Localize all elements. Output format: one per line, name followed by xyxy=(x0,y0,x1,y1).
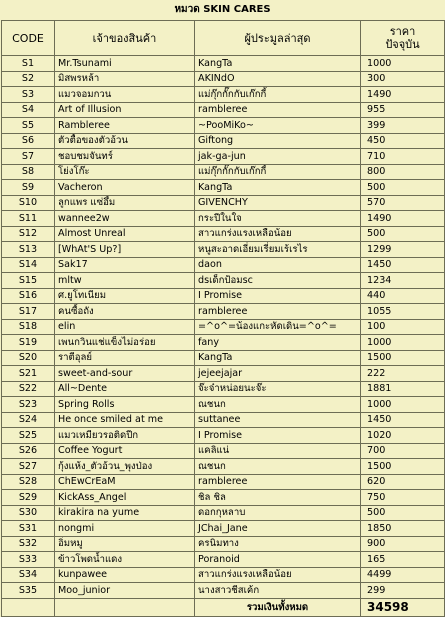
table-row xyxy=(2,195,445,211)
row-owner: คนซื้อถัง xyxy=(55,304,195,320)
row-price: 710 xyxy=(361,149,445,165)
row-bidder: ดอกกุหลาบ xyxy=(195,505,361,521)
row-price: 440 xyxy=(361,288,445,304)
row-code: S2 xyxy=(2,71,55,87)
row-code: S20 xyxy=(2,350,55,366)
row-price: 800 xyxy=(361,164,445,180)
table-row xyxy=(2,180,445,196)
row-code: S18 xyxy=(2,319,55,335)
row-price: 900 xyxy=(361,536,445,552)
row-price: 1055 xyxy=(361,304,445,320)
row-owner: ChEwCrEaM xyxy=(55,474,195,490)
table-row xyxy=(2,257,445,273)
row-bidder: แคลิแน่ xyxy=(195,443,361,459)
row-code: S31 xyxy=(2,521,55,537)
row-bidder: KangTa xyxy=(195,180,361,196)
row-owner: Art of Illusion xyxy=(55,102,195,118)
table-row xyxy=(2,226,445,242)
table-row xyxy=(2,164,445,180)
row-price: 1234 xyxy=(361,273,445,289)
table-row xyxy=(2,366,445,382)
row-code: S14 xyxy=(2,257,55,273)
row-owner: ศ.ยูโทเนียม xyxy=(55,288,195,304)
row-owner: mltw xyxy=(55,273,195,289)
row-code: S21 xyxy=(2,366,55,382)
table-row xyxy=(2,133,445,149)
table-row xyxy=(2,149,445,165)
table-row xyxy=(2,288,445,304)
table-row xyxy=(2,118,445,134)
row-owner: ข้าวโพดน้ำแดง xyxy=(55,552,195,568)
row-bidder: KangTa xyxy=(195,350,361,366)
row-code: S15 xyxy=(2,273,55,289)
table-row xyxy=(2,87,445,103)
table-row xyxy=(2,56,445,72)
row-bidder: ชิล ชิล xyxy=(195,490,361,506)
row-owner: kirakira na yume xyxy=(55,505,195,521)
row-owner: แมวเหมียวรอติดปีก xyxy=(55,428,195,444)
table-row xyxy=(2,490,445,506)
row-bidder: ครนิมทาง xyxy=(195,536,361,552)
table-row xyxy=(2,567,445,583)
row-bidder: Giftong xyxy=(195,133,361,149)
row-price: 299 xyxy=(361,583,445,599)
row-owner: แมวจอมกวน xyxy=(55,87,195,103)
table-row xyxy=(2,350,445,366)
row-bidder: KangTa xyxy=(195,56,361,72)
row-bidder: นางสาวชีสเค้ก xyxy=(195,583,361,599)
header-bidder: ผู้ประมูลล่าสุด xyxy=(195,21,361,56)
row-bidder: I Promise xyxy=(195,428,361,444)
table-row xyxy=(2,273,445,289)
table-row xyxy=(2,474,445,490)
row-code: S35 xyxy=(2,583,55,599)
row-price: 1881 xyxy=(361,381,445,397)
total-blank-1 xyxy=(2,598,55,616)
header-row xyxy=(2,21,445,56)
row-owner: Rambleree xyxy=(55,118,195,134)
row-code: S33 xyxy=(2,552,55,568)
row-price: 1500 xyxy=(361,459,445,475)
row-owner: Moo_junior xyxy=(55,583,195,599)
row-code: S30 xyxy=(2,505,55,521)
table-row xyxy=(2,242,445,258)
row-bidder: JChai_Jane xyxy=(195,521,361,537)
row-bidder: สาวแกร่งแรงเหลือน้อย xyxy=(195,567,361,583)
header-price xyxy=(361,21,445,56)
header-price-line2: ปัจจุบัน xyxy=(385,38,420,51)
table-row xyxy=(2,381,445,397)
row-code: S9 xyxy=(2,180,55,196)
row-bidder: fany xyxy=(195,335,361,351)
row-price: 750 xyxy=(361,490,445,506)
row-owner: ชอบชมจันทร์ xyxy=(55,149,195,165)
row-price: 399 xyxy=(361,118,445,134)
table-row xyxy=(2,428,445,444)
row-price: 100 xyxy=(361,319,445,335)
row-owner: อิ่มหมู xyxy=(55,536,195,552)
row-owner: Almost Unreal xyxy=(55,226,195,242)
row-price: 1490 xyxy=(361,87,445,103)
row-price: 1450 xyxy=(361,412,445,428)
row-owner: sweet-and-sour xyxy=(55,366,195,382)
table-row xyxy=(2,71,445,87)
row-code: S8 xyxy=(2,164,55,180)
row-code: S12 xyxy=(2,226,55,242)
row-price: 1000 xyxy=(361,397,445,413)
row-code: S10 xyxy=(2,195,55,211)
row-bidder: daon xyxy=(195,257,361,273)
row-code: S3 xyxy=(2,87,55,103)
row-bidder: AKINdO xyxy=(195,71,361,87)
row-price: 4499 xyxy=(361,567,445,583)
row-price: 450 xyxy=(361,133,445,149)
row-code: S1 xyxy=(2,56,55,72)
header-price-line1: ราคา xyxy=(389,25,416,38)
row-price: 165 xyxy=(361,552,445,568)
row-price: 1450 xyxy=(361,257,445,273)
row-price: 1020 xyxy=(361,428,445,444)
row-bidder: GIVENCHY xyxy=(195,195,361,211)
table-row xyxy=(2,397,445,413)
row-code: S17 xyxy=(2,304,55,320)
row-owner: kunpawee xyxy=(55,567,195,583)
row-code: S29 xyxy=(2,490,55,506)
row-bidder: หนูสะอาดเอี่ยมเรี่ยมเร้เรไร xyxy=(195,242,361,258)
auction-table xyxy=(1,20,445,617)
row-owner: เพนกวินแช่แข็งไม่อร่อย xyxy=(55,335,195,351)
row-owner: ตัวตื้อของตัวอ้วน xyxy=(55,133,195,149)
row-owner: Sak17 xyxy=(55,257,195,273)
row-bidder: สาวแกร่งแรงเหลือน้อย xyxy=(195,226,361,242)
row-bidder: ณชนก xyxy=(195,459,361,475)
row-owner: ลูกแพร แซ่อึ้ม xyxy=(55,195,195,211)
row-bidder: จ๊ะจ๋าหน่อยนะจ๊ะ xyxy=(195,381,361,397)
row-code: S28 xyxy=(2,474,55,490)
row-code: S19 xyxy=(2,335,55,351)
row-bidder: dsเด็กป้อมsc xyxy=(195,273,361,289)
row-code: S24 xyxy=(2,412,55,428)
row-owner: All~Dente xyxy=(55,381,195,397)
row-price: 1000 xyxy=(361,335,445,351)
row-owner: Mr.Tsunami xyxy=(55,56,195,72)
row-bidder: rambleree xyxy=(195,102,361,118)
table-row xyxy=(2,552,445,568)
row-price: 700 xyxy=(361,443,445,459)
row-code: S7 xyxy=(2,149,55,165)
row-price: 620 xyxy=(361,474,445,490)
sheet-title: หมวด SKIN CARES xyxy=(174,4,271,15)
table-row xyxy=(2,319,445,335)
row-price: 1500 xyxy=(361,350,445,366)
row-bidder: กระปีในใจ xyxy=(195,211,361,227)
row-owner: nongmi xyxy=(55,521,195,537)
row-bidder: jak-ga-jun xyxy=(195,149,361,165)
row-owner: elin xyxy=(55,319,195,335)
row-code: S5 xyxy=(2,118,55,134)
row-bidder: rambleree xyxy=(195,304,361,320)
row-code: S4 xyxy=(2,102,55,118)
row-owner: He once smiled at me xyxy=(55,412,195,428)
row-code: S22 xyxy=(2,381,55,397)
table-row xyxy=(2,443,445,459)
row-owner: Coffee Yogurt xyxy=(55,443,195,459)
row-bidder: jejeejajar xyxy=(195,366,361,382)
row-bidder: I Promise xyxy=(195,288,361,304)
table-row xyxy=(2,304,445,320)
row-price: 300 xyxy=(361,71,445,87)
total-row xyxy=(2,598,445,616)
row-code: S6 xyxy=(2,133,55,149)
row-price: 222 xyxy=(361,366,445,382)
total-blank-2 xyxy=(55,598,195,616)
table-row xyxy=(2,211,445,227)
row-code: S26 xyxy=(2,443,55,459)
row-owner: กุ้งแห้ง_ตัวอ้วน_พุงป่อง xyxy=(55,459,195,475)
row-bidder: แม่กุ๊กกั๊กกับเก๊กกี้ xyxy=(195,87,361,103)
row-owner: Spring Rolls xyxy=(55,397,195,413)
row-price: 500 xyxy=(361,226,445,242)
header-owner: เจ้าของสินค้า xyxy=(55,21,195,56)
total-label: รวมเงินทั้งหมด xyxy=(195,598,361,616)
row-code: S11 xyxy=(2,211,55,227)
table-row xyxy=(2,459,445,475)
row-bidder: suttanee xyxy=(195,412,361,428)
row-price: 500 xyxy=(361,180,445,196)
row-code: S13 xyxy=(2,242,55,258)
row-bidder: Poranoid xyxy=(195,552,361,568)
total-value: 34598 xyxy=(361,598,445,616)
row-owner: ราตีอุลย์ xyxy=(55,350,195,366)
row-bidder: ณชนก xyxy=(195,397,361,413)
row-owner: wannee2w xyxy=(55,211,195,227)
row-owner: Vacheron xyxy=(55,180,195,196)
row-code: S27 xyxy=(2,459,55,475)
table-row xyxy=(2,521,445,537)
row-price: 1490 xyxy=(361,211,445,227)
row-code: S16 xyxy=(2,288,55,304)
row-bidder: rambleree xyxy=(195,474,361,490)
table-row xyxy=(2,102,445,118)
row-bidder: แม่กุ๊กกั๊กกับเก๊กกี้ xyxy=(195,164,361,180)
row-code: S32 xyxy=(2,536,55,552)
row-price: 500 xyxy=(361,505,445,521)
row-bidder: ~PooMiKo~ xyxy=(195,118,361,134)
row-price: 955 xyxy=(361,102,445,118)
table-row xyxy=(2,335,445,351)
row-price: 1000 xyxy=(361,56,445,72)
row-price: 1850 xyxy=(361,521,445,537)
row-price: 1299 xyxy=(361,242,445,258)
row-bidder: =^o^=น้องแกะหัดเดิน=^o^= xyxy=(195,319,361,335)
row-code: S34 xyxy=(2,567,55,583)
table-row xyxy=(2,536,445,552)
row-owner: โย่งโก๊ะ xyxy=(55,164,195,180)
header-code: CODE xyxy=(2,21,55,56)
row-code: S23 xyxy=(2,397,55,413)
table-row xyxy=(2,505,445,521)
row-price: 570 xyxy=(361,195,445,211)
row-owner: มิสพรหล้า xyxy=(55,71,195,87)
table-row xyxy=(2,583,445,599)
row-code: S25 xyxy=(2,428,55,444)
row-owner: [WhAt'S Up?] xyxy=(55,242,195,258)
row-owner: KickAss_Angel xyxy=(55,490,195,506)
table-row xyxy=(2,412,445,428)
